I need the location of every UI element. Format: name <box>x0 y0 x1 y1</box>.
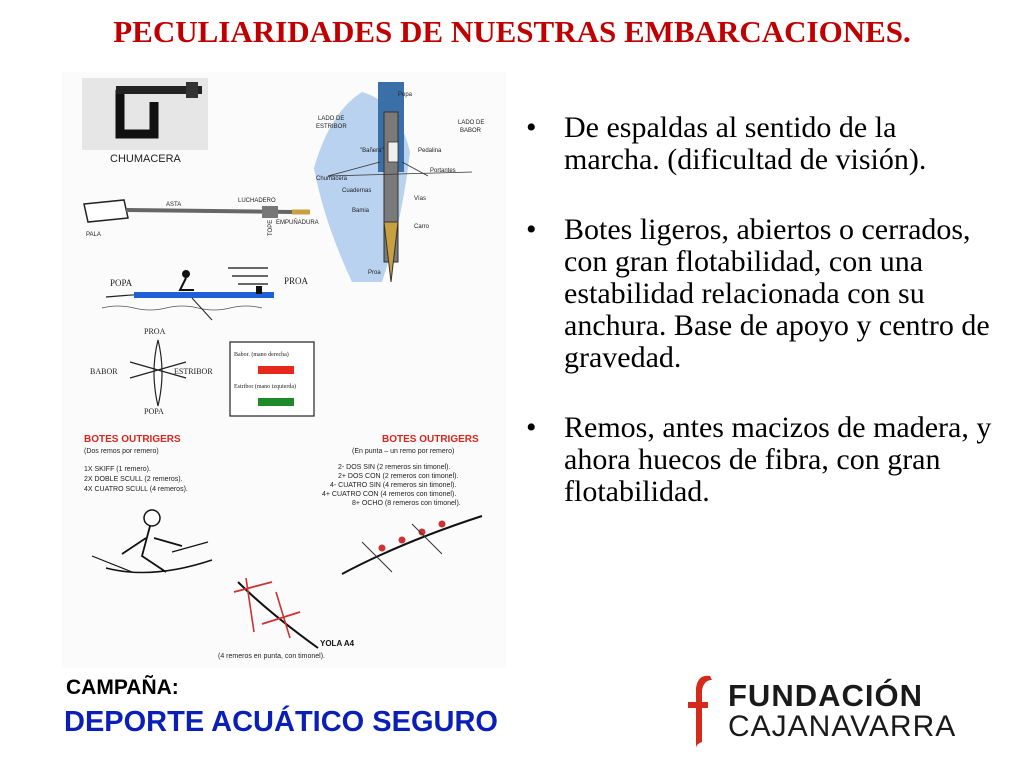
rowing-illustration-svg <box>62 72 506 668</box>
diagram-lado-babor-label-2: BABOR <box>460 128 482 134</box>
bullet-item: • De espaldas al sentido de la marcha. (dificultad de visión). <box>522 112 992 176</box>
outriggers-left-row-2: 2X DOBLE SCULL (2 remeros). <box>84 476 183 483</box>
babor-legend-label: Babor. (mano derecha) <box>234 352 289 358</box>
side-popa-label: POPA <box>110 278 133 288</box>
tope-label: TOPE <box>268 219 274 236</box>
diagram-lado-babor-label-1: LADO DE <box>458 120 485 126</box>
diagram-carro-label: Carro <box>414 224 430 230</box>
yola-sub: (4 remeros en punta, con timonel). <box>218 653 325 660</box>
estribor-legend-label: Estribor (mano izquierda) <box>234 384 296 390</box>
outriggers-right-row-1: 2- DOS SIN (2 remeros sin timonel). <box>338 464 451 471</box>
campaign-label: CAMPAÑA: <box>66 676 179 699</box>
diagram-cuadernas-label: Cuadernas <box>342 188 372 194</box>
yola-title: YOLA A4 <box>320 639 355 648</box>
logo-line-2: CAJANAVARRA <box>728 710 957 743</box>
diagram-portantes-label: Portantes <box>430 168 456 174</box>
fundacion-cajanavarra-logo <box>682 672 982 752</box>
boat-detail-diagram <box>314 82 472 282</box>
outriggers-right-title: BOTES OUTRIGERS <box>382 434 479 445</box>
diagram-lado-estribor-label-1: LADO DE <box>318 116 345 122</box>
top-babor-label: BABOR <box>90 367 118 376</box>
diagram-vias-label: Vías <box>414 196 427 202</box>
babor-color-swatch <box>258 366 294 374</box>
top-estribor-label: ESTRIBOR <box>174 367 213 376</box>
diagram-popa-label: Popa <box>398 92 413 98</box>
top-proa-label: PROA <box>144 327 166 336</box>
outriggers-right-row-5: 8+ OCHO (8 remeros con timonel). <box>352 500 461 507</box>
outriggers-right-row-3: 4- CUATRO SIN (4 remeros sin timonel). <box>330 482 457 489</box>
outriggers-right-sub: (En punta – un remo por remero) <box>352 448 455 455</box>
asta-label: ASTA <box>166 202 182 208</box>
bullet-item: • Botes ligeros, abiertos o cerrados, con gran flotabilidad, con una estabilidad relacionada con su anchura. Base de apoyo y centro de gravedad. <box>522 214 992 374</box>
top-popa-label: POPA <box>144 407 164 416</box>
luchadero-label: LUCHADERO <box>238 198 276 204</box>
diagram-chumacera-label: Chumacera <box>316 176 348 182</box>
diagram-banera-label: "Bañera" <box>360 148 384 154</box>
outriggers-left-row-3: 4X CUATRO SCULL (4 remeros). <box>84 486 188 493</box>
logo-line-1: FUNDACIÓN <box>728 678 923 713</box>
bullet-list <box>522 112 992 546</box>
pala-label: PALA <box>86 232 101 238</box>
diagram-lado-estribor-label-2: ESTRIBOR <box>316 124 347 130</box>
slide-title: PECULIARIDADES DE NUESTRAS EMBARCACIONES. <box>113 14 911 49</box>
sculler-sketch <box>92 510 212 573</box>
chumacera-label: CHUMACERA <box>110 153 181 165</box>
campaign-name: DEPORTE ACUÁTICO SEGURO <box>64 706 498 738</box>
outriggers-left-sub: (Dos remos por remero) <box>84 448 159 455</box>
outriggers-left-title: BOTES OUTRIGERS <box>84 434 181 445</box>
outriggers-left-row-1: 1X SKIFF (1 remero). <box>84 466 151 473</box>
diagram-pedalina-label: Pedalina <box>418 148 442 154</box>
diagram-bamia-label: Bamia <box>352 208 370 214</box>
side-view-boat <box>102 268 274 320</box>
outriggers-right-row-2: 2+ DOS CON (2 remeros con timonel). <box>338 473 459 480</box>
side-proa-label: PROA <box>284 276 309 286</box>
eight-boat-sketch <box>342 516 482 574</box>
yola-sketch <box>234 578 318 648</box>
empunadura-label: EMPUÑADURA <box>276 220 319 226</box>
logo-mark-icon <box>682 672 722 752</box>
bullet-item: • Remos, antes macizos de madera, y ahora huecos de fibra, con gran flotabilidad. <box>522 412 992 508</box>
rowing-illustration <box>62 72 506 668</box>
estribor-color-swatch <box>258 398 294 406</box>
oar-illustration <box>84 200 310 222</box>
diagram-proa-label: Proa <box>368 270 381 276</box>
chumacera-illustration <box>82 78 208 150</box>
outriggers-right-row-4: 4+ CUATRO CON (4 remeros con timonel). <box>322 491 457 498</box>
